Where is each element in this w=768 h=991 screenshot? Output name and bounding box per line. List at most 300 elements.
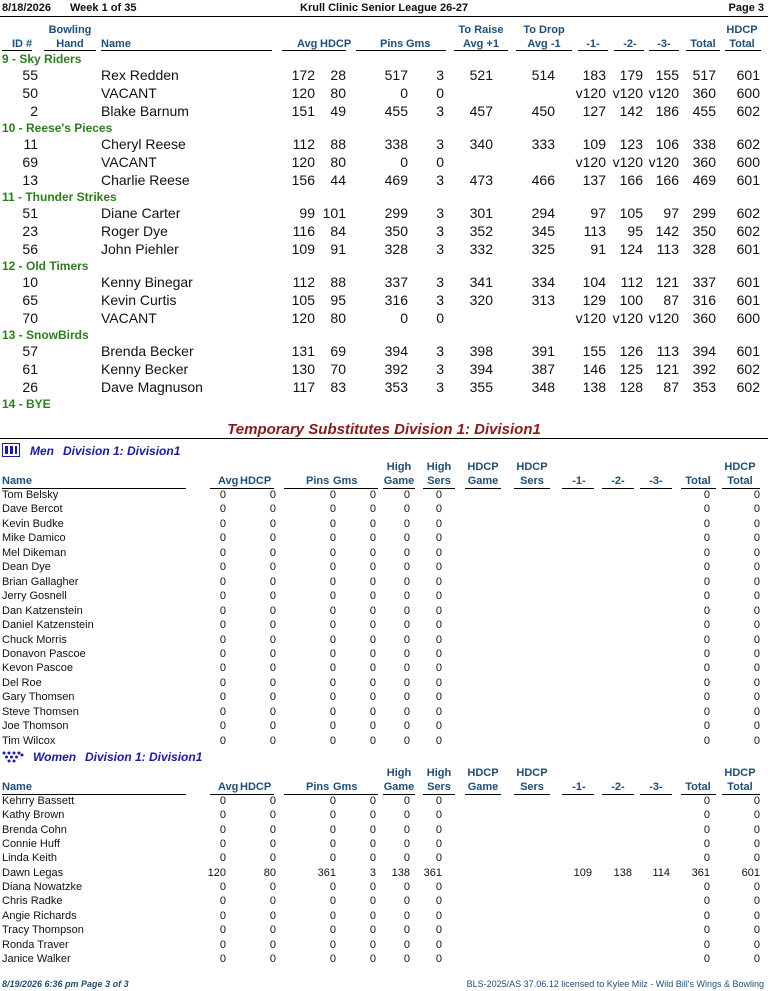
sub-pins: 0 xyxy=(329,503,336,516)
sub-pins: 0 xyxy=(329,590,336,603)
sub-total: 0 xyxy=(703,895,710,908)
player-name: Blake Barnum xyxy=(101,103,189,119)
col-hdcp-total-top: HDCP xyxy=(724,461,756,473)
header-underline-id xyxy=(2,50,32,51)
sub-gms: 0 xyxy=(369,909,376,922)
sub-gms: 0 xyxy=(369,938,376,951)
player-total: 328 xyxy=(692,241,716,257)
player-avg: 117 xyxy=(292,379,315,395)
player-g2: 100 xyxy=(619,292,643,308)
sub-gms: 0 xyxy=(369,619,376,632)
player-drop: 313 xyxy=(531,292,555,308)
sub-name: Ronda Traver xyxy=(2,938,69,951)
sub-pins: 0 xyxy=(329,633,336,646)
player-pins: 350 xyxy=(384,223,408,239)
player-g3: 113 xyxy=(656,343,679,359)
player-pins: 394 xyxy=(384,343,408,359)
player-g3: 106 xyxy=(655,136,679,152)
sub-avg: 0 xyxy=(219,909,226,922)
player-g3: 155 xyxy=(655,67,679,83)
col-game3: -3- xyxy=(657,38,671,50)
player-gms: 3 xyxy=(436,361,444,377)
sub-avg: 0 xyxy=(219,647,226,660)
player-id: 50 xyxy=(22,85,38,101)
sub-hdcp: 0 xyxy=(269,809,276,822)
header-underline-g3 xyxy=(649,50,679,51)
sub-total: 0 xyxy=(703,909,710,922)
sub-hs: 0 xyxy=(435,503,442,516)
sub-hg: 0 xyxy=(403,924,410,937)
sub-g3: 114 xyxy=(652,866,670,879)
sub-total: 0 xyxy=(703,691,710,704)
sub-ht: 0 xyxy=(753,734,760,747)
player-g2: 112 xyxy=(620,274,643,290)
sub-name: Mel Dikeman xyxy=(2,546,67,559)
sub-name: Steve Thomsen xyxy=(2,705,79,718)
sub-gms: 0 xyxy=(369,676,376,689)
player-id: 70 xyxy=(22,310,38,326)
sub-ht: 0 xyxy=(753,952,760,965)
player-hdcp: 83 xyxy=(330,379,346,395)
col-avg: Avg xyxy=(218,781,239,793)
sub-gms: 0 xyxy=(369,633,376,646)
player-name: Rex Redden xyxy=(101,67,179,83)
sub-total: 0 xyxy=(703,561,710,574)
player-gms: 3 xyxy=(436,223,444,239)
player-raise: 340 xyxy=(469,136,493,152)
player-name: Brenda Becker xyxy=(101,343,194,359)
sub-gms: 0 xyxy=(369,561,376,574)
player-drop: 450 xyxy=(531,103,555,119)
player-id: 51 xyxy=(22,205,38,221)
sub-hdcp: 0 xyxy=(269,691,276,704)
col-avg: Avg xyxy=(218,475,239,487)
sub-gms: 3 xyxy=(369,866,376,879)
player-gms: 3 xyxy=(436,103,444,119)
sub-total: 0 xyxy=(703,838,710,851)
player-name: Charlie Reese xyxy=(101,172,190,188)
sub-pins: 0 xyxy=(329,619,336,632)
sub-hdcp: 0 xyxy=(269,619,276,632)
sub-total: 0 xyxy=(703,705,710,718)
sub-ht: 0 xyxy=(753,517,760,530)
player-avg: 156 xyxy=(291,172,315,188)
sub-hg: 0 xyxy=(403,909,410,922)
sub-pins: 0 xyxy=(329,852,336,865)
sub-total: 0 xyxy=(703,938,710,951)
team-name: 12 - Old Timers xyxy=(2,259,89,273)
sub-gms: 0 xyxy=(369,809,376,822)
sub-gms: 0 xyxy=(369,546,376,559)
player-avg: 109 xyxy=(291,241,315,257)
player-g2: v120 xyxy=(612,85,643,101)
sub-gms: 0 xyxy=(369,503,376,516)
player-g1: 129 xyxy=(582,292,606,308)
player-drop: 387 xyxy=(531,361,555,377)
header-underline-pins xyxy=(356,50,446,51)
sub-avg: 0 xyxy=(219,795,226,807)
sub-pins: 0 xyxy=(329,881,336,894)
sub-avg: 0 xyxy=(219,924,226,937)
player-g2: 166 xyxy=(619,172,643,188)
sub-hdcp: 0 xyxy=(269,838,276,851)
sub-ht: 0 xyxy=(753,503,760,516)
player-g2: 125 xyxy=(619,361,643,377)
player-avg: 99 xyxy=(299,205,315,221)
sub-name: Kehrry Bassett xyxy=(2,795,75,807)
sub-name: Janice Walker xyxy=(2,952,71,965)
player-name: VACANT xyxy=(101,310,157,326)
sub-name: Dean Dye xyxy=(2,561,51,574)
sub-name: Joe Thomson xyxy=(2,720,69,733)
col-hdcp-total-bottom: Total xyxy=(729,38,755,50)
women-icon xyxy=(2,750,24,768)
sub-avg: 0 xyxy=(219,532,226,545)
player-id: 61 xyxy=(22,361,38,377)
sub-hdcp: 0 xyxy=(269,881,276,894)
player-total: 360 xyxy=(692,154,716,170)
sub-pins: 0 xyxy=(329,823,336,836)
sub-avg: 0 xyxy=(219,705,226,718)
col-gms: Gms xyxy=(406,38,431,50)
player-pins: 338 xyxy=(384,136,408,152)
player-drop: 345 xyxy=(531,223,555,239)
sub-hdcp: 0 xyxy=(269,546,276,559)
player-pins: 392 xyxy=(384,361,408,377)
player-g3: v120 xyxy=(648,85,679,101)
player-raise: 341 xyxy=(469,274,493,290)
sub-gms: 0 xyxy=(369,734,376,747)
col-pins: Pins xyxy=(306,781,330,793)
report-date: 8/18/2026 xyxy=(2,2,51,14)
sub-pins: 0 xyxy=(329,938,336,951)
player-name: Diane Carter xyxy=(101,205,181,221)
sub-name: Kevin Budke xyxy=(2,517,64,530)
player-hdcp: 88 xyxy=(330,136,346,152)
player-g1: 97 xyxy=(590,205,606,221)
sub-gms: 0 xyxy=(369,662,376,675)
player-pins: 469 xyxy=(384,172,408,188)
player-ht: 601 xyxy=(736,67,760,83)
player-g1: 155 xyxy=(582,343,606,359)
player-ht: 602 xyxy=(736,136,760,152)
player-ht: 600 xyxy=(736,85,760,101)
sub-total: 0 xyxy=(703,823,710,836)
sub-hg: 0 xyxy=(403,720,410,733)
sub-hs: 0 xyxy=(435,720,442,733)
sub-ht: 0 xyxy=(753,575,760,588)
sub-hg: 0 xyxy=(403,647,410,660)
player-name: Roger Dye xyxy=(101,223,168,239)
sub-hs: 0 xyxy=(435,604,442,617)
col-pins: Pins xyxy=(380,38,404,50)
player-ht: 600 xyxy=(736,310,760,326)
sub-hg: 0 xyxy=(403,561,410,574)
player-g2: v120 xyxy=(612,310,643,326)
sub-pins: 0 xyxy=(329,924,336,937)
col-hdcp-total-bottom: Total xyxy=(727,475,753,487)
player-avg: 130 xyxy=(291,361,315,377)
col-hand-bottom: Hand xyxy=(56,38,84,50)
col-hdcp-sers-top: HDCP xyxy=(516,767,548,779)
header-underline xyxy=(465,488,501,489)
sub-pins: 0 xyxy=(329,517,336,530)
header-underline xyxy=(640,794,672,795)
player-total: 455 xyxy=(692,103,716,119)
player-avg: 112 xyxy=(292,136,315,152)
player-total: 299 xyxy=(692,205,716,221)
player-gms: 3 xyxy=(436,274,444,290)
player-gms: 3 xyxy=(436,172,444,188)
sub-ht: 0 xyxy=(753,881,760,894)
col-game3: -3- xyxy=(649,475,663,487)
sub-name: Brenda Cohn xyxy=(2,823,67,836)
col-game3: -3- xyxy=(649,781,663,793)
sub-hs: 0 xyxy=(435,517,442,530)
sub-total: 0 xyxy=(703,809,710,822)
sub-hs: 0 xyxy=(435,938,442,951)
sub-total: 0 xyxy=(703,633,710,646)
player-g1: v120 xyxy=(575,310,606,326)
player-drop: 348 xyxy=(531,379,555,395)
sub-avg: 0 xyxy=(219,676,226,689)
sub-hdcp: 0 xyxy=(269,503,276,516)
sub-hdcp: 0 xyxy=(269,895,276,908)
col-total: Total xyxy=(690,38,716,50)
sub-avg: 0 xyxy=(219,662,226,675)
player-g2: 142 xyxy=(619,103,643,119)
sub-hg: 0 xyxy=(403,795,410,807)
sub-gms: 0 xyxy=(369,517,376,530)
player-raise: 355 xyxy=(469,379,493,395)
sub-ht: 0 xyxy=(753,909,760,922)
sub-total: 0 xyxy=(703,546,710,559)
sub-name: Daniel Katzenstein xyxy=(2,619,94,632)
player-avg: 131 xyxy=(291,343,315,359)
col-hdcp-sers-bottom: Sers xyxy=(520,781,544,793)
player-g3: v120 xyxy=(648,154,679,170)
player-g1: 127 xyxy=(582,103,606,119)
sub-g1: 109 xyxy=(573,866,592,879)
col-high-game-top: High xyxy=(386,461,412,473)
sub-total: 0 xyxy=(703,647,710,660)
player-g2: v120 xyxy=(612,154,643,170)
sub-ht: 0 xyxy=(753,662,760,675)
sub-gms: 0 xyxy=(369,705,376,718)
sub-avg: 0 xyxy=(219,823,226,836)
sub-avg: 0 xyxy=(219,604,226,617)
player-g3: 121 xyxy=(655,361,679,377)
sub-avg: 0 xyxy=(219,489,226,501)
sub-name: Tim Wilcox xyxy=(2,734,56,747)
player-total: 392 xyxy=(692,361,716,377)
sub-ht: 0 xyxy=(753,838,760,851)
player-g3: 166 xyxy=(655,172,679,188)
sub-pins: 0 xyxy=(329,720,336,733)
player-total: 469 xyxy=(692,172,716,188)
sub-hs: 0 xyxy=(435,852,442,865)
page-number: Page 3 xyxy=(728,2,764,14)
player-id: 57 xyxy=(22,343,38,359)
sub-hg: 0 xyxy=(403,676,410,689)
sub-name: Dave Bercot xyxy=(2,503,63,516)
sub-pins: 0 xyxy=(329,734,336,747)
sub-pins: 0 xyxy=(329,952,336,965)
sub-name: Donavon Pascoe xyxy=(2,647,86,660)
sub-ht: 0 xyxy=(753,720,760,733)
player-g3: 142 xyxy=(655,223,679,239)
player-pins: 517 xyxy=(384,67,408,83)
sub-gms: 0 xyxy=(369,532,376,545)
player-g1: v120 xyxy=(575,85,606,101)
sub-gms: 0 xyxy=(369,838,376,851)
sub-hdcp: 0 xyxy=(269,823,276,836)
player-avg: 172 xyxy=(291,67,315,83)
sub-hdcp: 0 xyxy=(269,633,276,646)
player-id: 23 xyxy=(22,223,38,239)
sub-hs: 0 xyxy=(435,809,442,822)
player-gms: 0 xyxy=(436,310,444,326)
player-ht: 602 xyxy=(736,103,760,119)
sub-hg: 0 xyxy=(403,952,410,965)
header-underline xyxy=(602,488,634,489)
sub-name: Chris Radke xyxy=(2,895,63,908)
player-name: VACANT xyxy=(101,154,157,170)
player-pins: 316 xyxy=(384,292,408,308)
sub-total: 0 xyxy=(703,489,710,501)
player-ht: 602 xyxy=(736,205,760,221)
sub-pins: 0 xyxy=(329,575,336,588)
player-drop: 294 xyxy=(531,205,555,221)
player-raise: 398 xyxy=(469,343,493,359)
sub-hg: 0 xyxy=(403,633,410,646)
sub-avg: 0 xyxy=(219,546,226,559)
team-name: 9 - Sky Riders xyxy=(2,52,82,66)
sub-hg: 0 xyxy=(403,838,410,851)
sub-avg: 120 xyxy=(207,866,226,879)
player-g3: 87 xyxy=(663,379,679,395)
sub-pins: 0 xyxy=(329,662,336,675)
col-hdcp-game-bottom: Game xyxy=(467,475,499,487)
player-hdcp: 70 xyxy=(330,361,346,377)
sub-avg: 0 xyxy=(219,590,226,603)
player-gms: 3 xyxy=(436,205,444,221)
sub-ht: 0 xyxy=(753,852,760,865)
col-hdcp-total-bottom: Total xyxy=(727,781,753,793)
player-hdcp: 69 xyxy=(330,343,346,359)
player-ht: 601 xyxy=(736,343,760,359)
player-gms: 3 xyxy=(436,343,444,359)
sub-hs: 0 xyxy=(435,734,442,747)
sub-avg: 0 xyxy=(219,881,226,894)
header-underline-g1 xyxy=(578,50,608,51)
col-drop-bottom: Avg -1 xyxy=(527,38,561,50)
player-hdcp: 95 xyxy=(330,292,346,308)
player-name: Cheryl Reese xyxy=(101,136,186,152)
col-pins: Pins xyxy=(306,475,330,487)
player-hdcp: 84 xyxy=(330,223,346,239)
player-hdcp: 28 xyxy=(330,67,346,83)
player-hdcp: 80 xyxy=(330,154,346,170)
col-hdcp-game-top: HDCP xyxy=(467,461,499,473)
col-hand-top: Bowling xyxy=(48,24,92,36)
sub-ht: 0 xyxy=(753,532,760,545)
sub-ht: 0 xyxy=(753,619,760,632)
player-raise: 521 xyxy=(469,67,493,83)
header-underline-name xyxy=(101,50,272,51)
sub-total: 0 xyxy=(703,590,710,603)
sub-total: 0 xyxy=(703,662,710,675)
sub-hg: 0 xyxy=(403,619,410,632)
player-g2: 105 xyxy=(619,205,643,221)
sub-avg: 0 xyxy=(219,619,226,632)
sub-pins: 0 xyxy=(329,895,336,908)
player-gms: 3 xyxy=(436,241,444,257)
sub-avg: 0 xyxy=(219,852,226,865)
player-ht: 602 xyxy=(736,379,760,395)
sub-gms: 0 xyxy=(369,823,376,836)
sub-ht: 0 xyxy=(753,809,760,822)
sub-name: Jerry Gosnell xyxy=(2,590,67,603)
player-drop: 325 xyxy=(531,241,555,257)
sub-gms: 0 xyxy=(369,720,376,733)
sub-hs: 0 xyxy=(435,705,442,718)
player-id: 2 xyxy=(30,103,38,119)
sub-hs: 0 xyxy=(435,952,442,965)
player-raise: 320 xyxy=(469,292,493,308)
sub-hs: 0 xyxy=(435,823,442,836)
player-drop: 333 xyxy=(531,136,555,152)
sub-total: 0 xyxy=(703,852,710,865)
player-pins: 455 xyxy=(384,103,408,119)
col-game2: -2- xyxy=(611,475,625,487)
player-raise: 301 xyxy=(469,205,493,221)
sub-hs: 0 xyxy=(435,633,442,646)
player-avg: 116 xyxy=(292,223,315,239)
header-underline-g2 xyxy=(614,50,644,51)
player-id: 13 xyxy=(22,172,38,188)
sub-pins: 361 xyxy=(317,866,336,879)
player-g1: 109 xyxy=(582,136,606,152)
sub-total: 361 xyxy=(691,866,710,879)
sub-name: Chuck Morris xyxy=(2,633,67,646)
sub-pins: 0 xyxy=(329,647,336,660)
sub-hg: 0 xyxy=(403,895,410,908)
sub-name: Kathy Brown xyxy=(2,809,65,822)
player-ht: 601 xyxy=(736,292,760,308)
sub-ht: 0 xyxy=(753,895,760,908)
sub-name: Angie Richards xyxy=(2,909,77,922)
sub-ht: 0 xyxy=(753,489,760,501)
col-high-sers-top: High xyxy=(426,461,452,473)
sub-gms: 0 xyxy=(369,795,376,807)
subs-divider xyxy=(0,438,768,439)
sub-total: 0 xyxy=(703,720,710,733)
player-ht: 601 xyxy=(736,172,760,188)
player-total: 360 xyxy=(692,310,716,326)
player-total: 517 xyxy=(692,67,716,83)
sub-name: Linda Keith xyxy=(2,852,58,865)
player-ht: 600 xyxy=(736,154,760,170)
player-total: 350 xyxy=(692,223,716,239)
col-game1: -1- xyxy=(586,38,600,50)
player-drop: 334 xyxy=(531,274,555,290)
player-hdcp: 44 xyxy=(330,172,346,188)
player-ht: 602 xyxy=(736,223,760,239)
player-hdcp: 101 xyxy=(322,205,346,221)
women-label: Women xyxy=(33,750,77,764)
sub-hs: 0 xyxy=(435,561,442,574)
